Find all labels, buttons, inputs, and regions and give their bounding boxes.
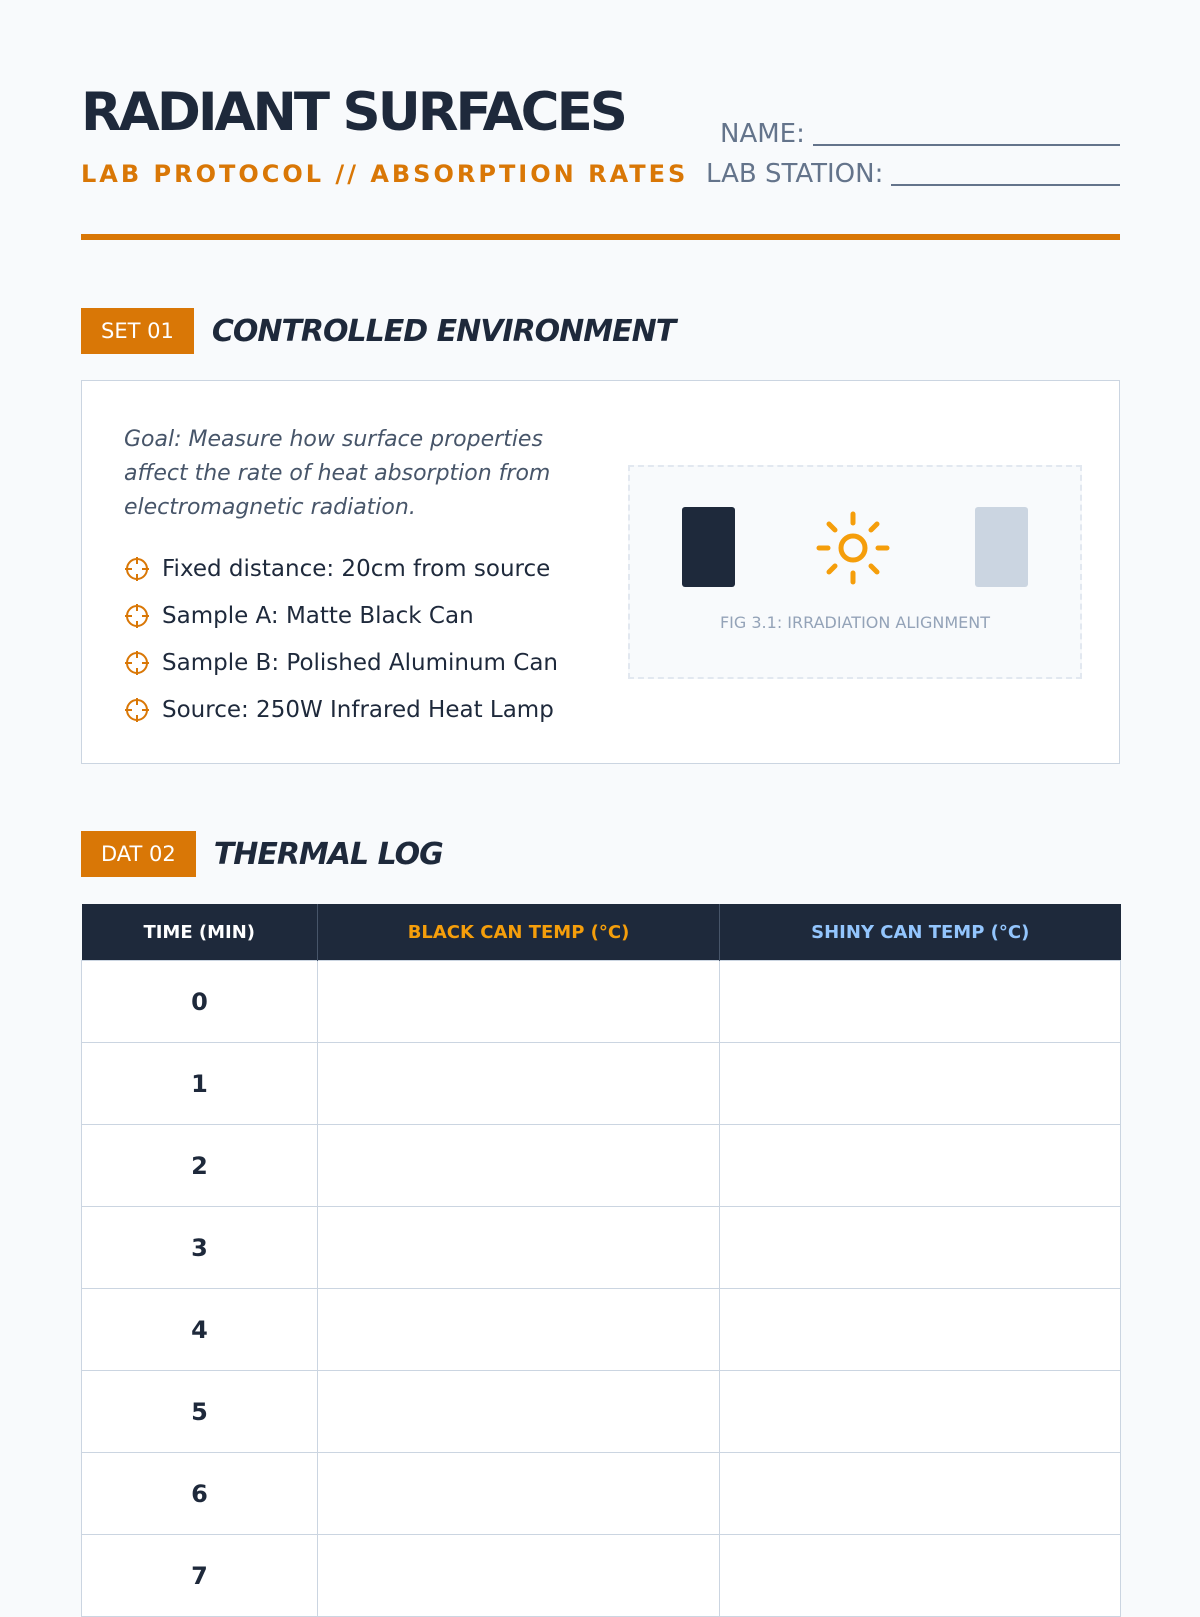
table-row (82, 1289, 1121, 1371)
shiny-can-temp-cell[interactable] (720, 1043, 1121, 1125)
setup-section-title: CONTROLLED ENVIRONMENT (211, 313, 676, 349)
table-row (82, 1043, 1121, 1125)
black-can-temp-cell[interactable] (318, 1125, 720, 1207)
setup-panel (81, 380, 1120, 764)
table-row (82, 1125, 1121, 1207)
page-title: RADIANT SURFACES (81, 82, 625, 143)
lab-station-blank-line[interactable] (891, 184, 1120, 186)
list-item-text: Sample A: Matte Black Can (162, 602, 474, 629)
matte-black-can-graphic (682, 507, 735, 587)
name-field[interactable] (720, 118, 1120, 150)
time-cell: 5 (82, 1371, 318, 1453)
black-can-column-header: BLACK CAN TEMP (°C) (318, 904, 720, 961)
black-can-temp-cell[interactable] (318, 1453, 720, 1535)
lab-station-field[interactable] (706, 158, 1120, 190)
list-item (124, 592, 558, 639)
black-can-temp-cell[interactable] (318, 1371, 720, 1453)
setup-section-tag: SET 01 (81, 308, 194, 354)
shiny-can-temp-cell[interactable] (720, 1207, 1121, 1289)
shiny-can-temp-cell[interactable] (720, 1371, 1121, 1453)
shiny-can-temp-cell[interactable] (720, 1453, 1121, 1535)
time-cell: 2 (82, 1125, 318, 1207)
page-subtitle: LAB PROTOCOL // ABSORPTION RATES (81, 160, 689, 188)
table-row (82, 1371, 1121, 1453)
time-cell: 1 (82, 1043, 318, 1125)
black-can-temp-cell[interactable] (318, 961, 720, 1043)
table-row (82, 1453, 1121, 1535)
table-row (82, 1207, 1121, 1289)
black-can-temp-cell[interactable] (318, 1535, 720, 1617)
setup-list (124, 545, 558, 733)
crosshair-icon (124, 603, 150, 629)
log-section-heading (81, 831, 443, 877)
setup-section-heading (81, 308, 675, 354)
list-item-text: Fixed distance: 20cm from source (162, 555, 551, 582)
list-item (124, 686, 558, 733)
header-divider (81, 234, 1120, 240)
time-column-header: TIME (MIN) (82, 904, 318, 961)
shiny-can-temp-cell[interactable] (720, 1535, 1121, 1617)
shiny-can-temp-cell[interactable] (720, 1125, 1121, 1207)
shiny-can-column-header: SHINY CAN TEMP (°C) (720, 904, 1121, 961)
time-cell: 0 (82, 961, 318, 1043)
list-item (124, 639, 558, 686)
time-cell: 3 (82, 1207, 318, 1289)
list-item-text: Sample B: Polished Aluminum Can (162, 649, 559, 676)
thermal-log-table (81, 904, 1121, 1617)
sun-icon (815, 510, 891, 586)
polished-aluminum-can-graphic (975, 507, 1028, 587)
time-cell: 7 (82, 1535, 318, 1617)
crosshair-icon (124, 650, 150, 676)
figure-caption: FIG 3.1: IRRADIATION ALIGNMENT (719, 613, 991, 632)
worksheet-page (81, 0, 1120, 1590)
name-label: NAME: (720, 119, 805, 149)
crosshair-icon (124, 697, 150, 723)
worksheet-header (81, 0, 1120, 242)
shiny-can-temp-cell[interactable] (720, 1289, 1121, 1371)
lab-station-label: LAB STATION: (706, 159, 884, 189)
black-can-temp-cell[interactable] (318, 1207, 720, 1289)
name-blank-line[interactable] (813, 144, 1120, 146)
table-row (82, 1535, 1121, 1617)
table-header-row (82, 904, 1121, 961)
log-section-tag: DAT 02 (81, 831, 196, 877)
time-cell: 4 (82, 1289, 318, 1371)
black-can-temp-cell[interactable] (318, 1043, 720, 1125)
black-can-temp-cell[interactable] (318, 1289, 720, 1371)
crosshair-icon (124, 556, 150, 582)
list-item (124, 545, 558, 592)
list-item-text: Source: 250W Infrared Heat Lamp (162, 696, 554, 723)
irradiation-figure (628, 465, 1082, 679)
goal-text: Goal: Measure how surface properties affect the rate of heat absorption from electromagnetic radiation. (124, 427, 551, 520)
log-section-title: THERMAL LOG (213, 836, 443, 872)
shiny-can-temp-cell[interactable] (720, 961, 1121, 1043)
time-cell: 6 (82, 1453, 318, 1535)
table-row (82, 961, 1121, 1043)
